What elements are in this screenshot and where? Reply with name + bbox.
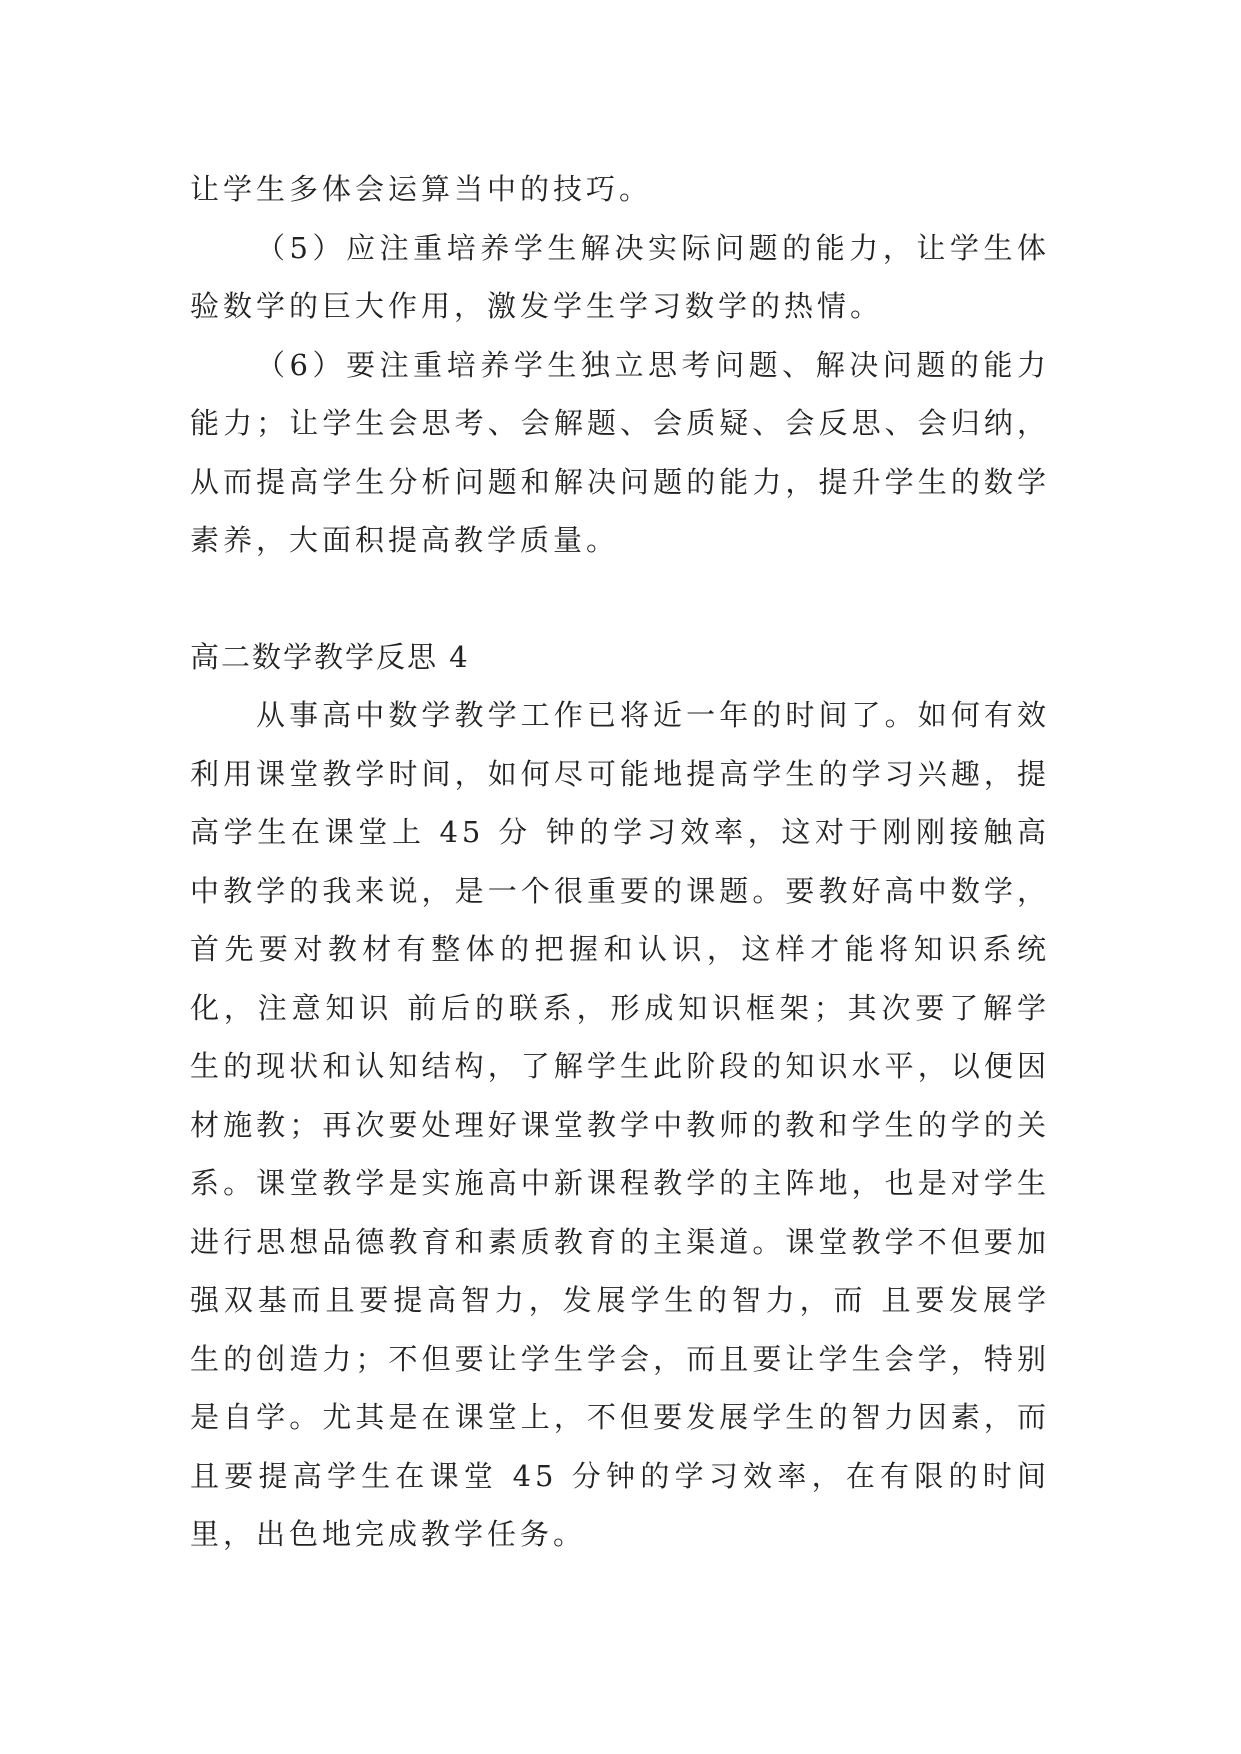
section-gap (190, 570, 1050, 628)
paragraph-item-5: （5）应注重培养学生解决实际问题的能力，让学生体验数学的巨大作用，激发学生学习数学的热情。 (190, 230, 1050, 323)
document-body (190, 160, 1050, 1564)
section-heading: 高二数学教学反思 4 (190, 639, 470, 674)
paragraph-item-6: （6）要注重培养学生独立思考问题、解决问题的能力能力；让学生会思考、会解题、会质疑、会反思、会归纳，从而提高学生分析问题和解决问题的能力，提升学生的数学素养，大面积提高教学质量。 (190, 347, 1050, 557)
paragraph-reflection: 从事高中数学教学工作已将近一年的时间了。如何有效利用课堂教学时间，如何尽可能地提高学生的学习兴趣，提高学生在课堂上 45 分 钟的学习效率，这对于刚刚接触高中教学的我来说，是一个很重要的课题。要教好高中数学，首先要对教材有整体的把握和认识，这样才能将知识系统化，注意知识 前后的联系，形成知识框架；其次要了解学生的现状和认知结构，了解学生此阶段的知识水平，以便因材施教；再次要处理好课堂教学中教师的教和学生的学的关 系。课堂教学是实施高中新课程教学的主阵地，也是对学生进行思想品德教育和素质教育的主渠道。课堂教学不但要加强双基而且要提高智力，发展学生的智力，而 且要发展学生的创造力；不但要让学生学会，而且要让学生会学，特别是自学。尤其是在课堂上，不但要发展学生的智力因素，而且要提高学生在课堂 45 分钟的学习效率，在有限的时间里，出色地完成教学任务。 (190, 698, 1050, 1551)
paragraph-continuation: 让学生多体会运算当中的技巧。 (190, 172, 653, 206)
